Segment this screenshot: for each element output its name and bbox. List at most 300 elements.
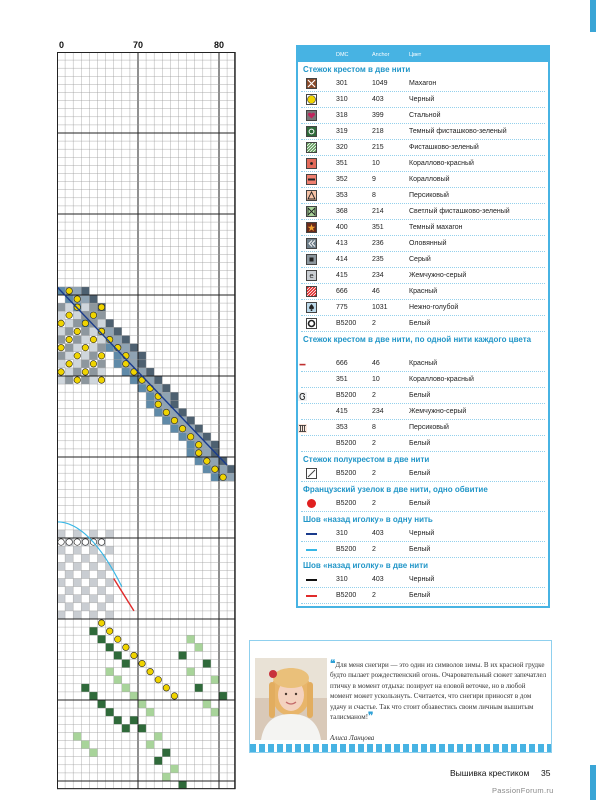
stitch-dot — [204, 458, 210, 464]
stitch-cell — [57, 336, 65, 344]
stitch-cell — [81, 352, 89, 360]
black-line-icon — [306, 579, 317, 581]
stitch-cell — [154, 376, 162, 384]
key-row — [298, 496, 548, 512]
key-anchor: 215 — [372, 144, 384, 151]
yellow-dot-icon — [306, 94, 317, 105]
stitch-dot — [58, 320, 64, 326]
stitch-cell — [98, 562, 106, 570]
stitch-cell — [65, 570, 73, 578]
key-color: Кораллово-красный — [409, 376, 474, 383]
stitch-dot — [163, 685, 169, 691]
stitch-cell — [130, 716, 138, 724]
stitch-cell — [138, 384, 146, 392]
stitch-cell — [81, 336, 89, 344]
stitch-cell — [114, 336, 122, 344]
stitch-cell — [187, 635, 195, 643]
stitch-cell — [57, 530, 65, 538]
stitch-cell — [122, 336, 130, 344]
stitch-cell — [114, 360, 122, 368]
key-section-title: Французский узелок в две нити, одно обвитие — [303, 485, 488, 494]
key-color: Красный — [409, 360, 438, 367]
stitch-cell — [57, 579, 65, 587]
stitch-dot — [147, 668, 153, 674]
key-section-rows — [298, 76, 548, 332]
stitch-cell — [57, 562, 65, 570]
stitch-cell — [98, 530, 106, 538]
stitch-cell — [122, 344, 130, 352]
key-anchor: 10 — [372, 160, 380, 167]
stitch-cell — [89, 611, 97, 619]
key-dmc: 666 — [336, 288, 348, 295]
key-dmc: B5200 — [336, 440, 357, 447]
stitch-cell — [89, 546, 97, 554]
stitch-cell — [57, 546, 65, 554]
stitch-dot — [98, 539, 104, 545]
stitch-cell — [154, 732, 162, 740]
stitch-cell — [211, 708, 219, 716]
stitch-dot — [212, 466, 218, 472]
key-color: Белый — [409, 592, 431, 599]
stripes-icon — [306, 142, 317, 153]
axis-label-80: 80 — [214, 40, 225, 50]
stitch-cell — [98, 587, 106, 595]
color-key-table — [296, 45, 550, 608]
stitch-dot — [98, 620, 104, 626]
stitch-cell — [89, 303, 97, 311]
stitch-cell — [162, 384, 170, 392]
stitch-dot — [131, 652, 137, 658]
key-color: Персиковый — [409, 424, 449, 431]
key-dmc: 301 — [336, 80, 348, 87]
stitch-cell — [73, 530, 81, 538]
stitch-cell — [106, 327, 114, 335]
key-anchor: 399 — [372, 112, 384, 119]
stitch-cell — [211, 457, 219, 465]
key-color: Белый — [409, 546, 431, 553]
stitch-cell — [73, 562, 81, 570]
key-color: Жемчужно-серый — [409, 272, 467, 279]
stitch-dot — [66, 312, 72, 318]
stitch-cell — [106, 643, 114, 651]
stitch-cell — [138, 368, 146, 376]
stitch-dot — [58, 344, 64, 350]
stitch-dot — [171, 417, 177, 423]
stitch-cell — [146, 400, 154, 408]
stitch-cell — [187, 449, 195, 457]
stitch-cell — [106, 611, 114, 619]
stitch-dot — [163, 409, 169, 415]
key-pair — [298, 420, 548, 452]
stitch-cell — [138, 700, 146, 708]
stitch-cell — [73, 311, 81, 319]
key-anchor: 46 — [372, 288, 380, 295]
stitch-cell — [179, 433, 187, 441]
stitch-cell — [89, 319, 97, 327]
key-section-title: Стежок крестом в две нити, по одной нити каждого цвета — [303, 335, 532, 344]
stitch-cell — [73, 570, 81, 578]
stitch-cell — [81, 546, 89, 554]
stitch-cell — [106, 530, 114, 538]
key-row — [298, 404, 548, 420]
stitch-cell — [98, 635, 106, 643]
stitch-dot — [98, 304, 104, 310]
stitch-cell — [65, 595, 73, 603]
square-icon — [306, 254, 317, 265]
stitch-cell — [81, 562, 89, 570]
key-color: Кораллово-красный — [409, 160, 474, 167]
key-header — [298, 47, 548, 62]
stitch-cell — [65, 344, 73, 352]
stitch-cell — [89, 587, 97, 595]
key-anchor: 218 — [372, 128, 384, 135]
stitch-cell — [227, 473, 235, 481]
stitch-cell — [81, 295, 89, 303]
designer-photo — [255, 658, 327, 740]
key-color: Темный махагон — [409, 224, 463, 231]
stitch-cell — [57, 611, 65, 619]
stitch-cell — [195, 684, 203, 692]
stitch-cell — [89, 368, 97, 376]
key-anchor: 1031 — [372, 304, 388, 311]
key-dmc: 352 — [336, 176, 348, 183]
key-color: Светлый фисташково-зеленый — [409, 208, 510, 215]
stitch-cell — [106, 570, 114, 578]
stitch-cell — [81, 360, 89, 368]
key-section-title: Стежок полукрестом в две нити — [303, 455, 430, 464]
key-row — [298, 388, 548, 404]
stitch-cell — [98, 319, 106, 327]
red-line-icon — [306, 595, 317, 597]
stitch-cell — [170, 765, 178, 773]
stitch-cell — [89, 603, 97, 611]
stitch-dot — [90, 312, 96, 318]
stitch-cell — [73, 587, 81, 595]
stitch-cell — [195, 433, 203, 441]
stitch-cell — [106, 587, 114, 595]
stitch-cell — [122, 368, 130, 376]
key-row — [298, 172, 548, 188]
stitch-cell — [57, 570, 65, 578]
stitch-dot — [74, 296, 80, 302]
key-row — [298, 420, 548, 436]
stitch-dot — [98, 353, 104, 359]
key-anchor: 403 — [372, 576, 384, 583]
key-anchor: 2 — [372, 320, 376, 327]
stitch-cell — [57, 603, 65, 611]
stitch-cell — [98, 344, 106, 352]
edge-strip-top — [590, 0, 596, 32]
stitch-cell — [130, 376, 138, 384]
stitch-cell — [65, 603, 73, 611]
stitch-cell — [179, 651, 187, 659]
stitch-dot — [106, 628, 112, 634]
key-row — [298, 466, 548, 482]
stitch-cell — [89, 692, 97, 700]
key-anchor: 403 — [372, 96, 384, 103]
stitch-dot — [66, 539, 72, 545]
stitch-cell — [162, 417, 170, 425]
key-row — [298, 188, 548, 204]
key-color: Белый — [409, 320, 431, 327]
key-anchor: 46 — [372, 360, 380, 367]
stitch-cell — [73, 344, 81, 352]
stitch-cell — [146, 368, 154, 376]
stitch-cell — [57, 327, 65, 335]
key-dmc: 775 — [336, 304, 348, 311]
key-dmc: B5200 — [336, 470, 357, 477]
stitch-cell — [146, 376, 154, 384]
stitch-cell — [81, 603, 89, 611]
key-color: Белый — [409, 500, 431, 507]
stitch-cell — [73, 603, 81, 611]
stitch-dot — [115, 636, 121, 642]
key-dmc: B5200 — [336, 500, 357, 507]
key-dmc: 353 — [336, 192, 348, 199]
key-dmc: 400 — [336, 224, 348, 231]
key-section-title: Шов «назад иголку» в две нити — [303, 561, 429, 570]
stitch-cell — [81, 611, 89, 619]
key-pair — [298, 388, 548, 420]
stitch-dot — [82, 369, 88, 375]
stitch-cell — [65, 530, 73, 538]
stitch-cell — [106, 595, 114, 603]
stitch-cell — [98, 700, 106, 708]
key-dmc: 310 — [336, 530, 348, 537]
key-dmc: 351 — [336, 160, 348, 167]
stitch-cell — [106, 603, 114, 611]
stitch-cell — [73, 360, 81, 368]
stitch-cell — [81, 595, 89, 603]
stitch-cell — [146, 708, 154, 716]
stitch-cell — [73, 368, 81, 376]
stitch-dot — [74, 539, 80, 545]
stitch-cell — [89, 627, 97, 635]
stitch-cell — [179, 781, 187, 789]
key-dmc: 351 — [336, 376, 348, 383]
stitch-dot — [90, 361, 96, 367]
stitch-cell — [187, 441, 195, 449]
key-anchor: 9 — [372, 176, 376, 183]
stitch-dot — [74, 328, 80, 334]
key-color: Красный — [409, 288, 438, 295]
key-color: Черный — [409, 96, 435, 103]
stitch-cell — [81, 570, 89, 578]
stitch-dot — [66, 336, 72, 342]
key-color: Оловянный — [409, 240, 447, 247]
key-dmc: 415 — [336, 272, 348, 279]
spade-icon — [306, 302, 317, 313]
key-row — [298, 526, 548, 542]
stitch-cell — [81, 587, 89, 595]
key-anchor: 2 — [372, 546, 376, 553]
key-dmc: B5200 — [336, 592, 357, 599]
key-anchor: 8 — [372, 192, 376, 199]
stitch-cell — [130, 352, 138, 360]
quote-decor-band — [250, 744, 551, 752]
key-row — [298, 156, 548, 172]
key-color: Нежно-голубой — [409, 304, 459, 311]
key-dmc: 319 — [336, 128, 348, 135]
stitch-cell — [73, 336, 81, 344]
stitch-cell — [203, 660, 211, 668]
stitch-cell — [73, 287, 81, 295]
key-header-dmc: DMC — [336, 51, 349, 58]
stitch-cell — [138, 360, 146, 368]
stitch-cell — [73, 546, 81, 554]
open-quote-icon: ❝ — [330, 659, 336, 670]
stitch-cell — [138, 352, 146, 360]
stitch-cell — [81, 287, 89, 295]
key-row — [298, 542, 548, 558]
stitch-cell — [81, 579, 89, 587]
key-anchor: 214 — [372, 208, 384, 215]
cross-stitch-chart — [57, 52, 242, 792]
key-anchor: 8 — [372, 424, 376, 431]
stitch-cell — [138, 724, 146, 732]
stitch-cell — [122, 660, 130, 668]
stitch-cell — [89, 579, 97, 587]
svg-text:e: e — [309, 272, 314, 280]
key-color: Белый — [409, 470, 431, 477]
key-anchor: 2 — [372, 392, 376, 399]
key-dmc: 415 — [336, 408, 348, 415]
stitch-cell — [187, 425, 195, 433]
stitch-cell — [65, 546, 73, 554]
bar-icon — [306, 174, 317, 185]
stitch-cell — [57, 587, 65, 595]
stitch-dot — [58, 539, 64, 545]
stitch-dot — [74, 377, 80, 383]
key-dmc: B5200 — [336, 320, 357, 327]
key-row — [298, 356, 548, 372]
stitch-cell — [65, 376, 73, 384]
stitch-cell — [106, 546, 114, 554]
edge-strip-bottom — [590, 765, 596, 800]
double-chevron-icon — [306, 238, 317, 249]
stitch-cell — [203, 449, 211, 457]
key-section-title: Стежок крестом в две нити — [303, 65, 411, 74]
stitch-cell — [98, 595, 106, 603]
stitch-dot — [155, 677, 161, 683]
key-color: Фисташково-зеленый — [409, 144, 479, 151]
stitch-dot — [66, 361, 72, 367]
stitch-cell — [57, 352, 65, 360]
stitch-cell — [73, 579, 81, 587]
slash-icon — [306, 468, 317, 479]
stitch-cell — [81, 327, 89, 335]
stitch-cell — [219, 465, 227, 473]
stitch-cell — [211, 676, 219, 684]
stitch-cell — [73, 595, 81, 603]
key-row — [298, 220, 548, 236]
stitch-dot — [187, 434, 193, 440]
stitch-cell — [122, 684, 130, 692]
stitch-cell — [211, 441, 219, 449]
stitch-dot — [171, 693, 177, 699]
stitch-cell — [81, 741, 89, 749]
flower-icon — [306, 126, 317, 137]
quote-text — [330, 660, 548, 722]
key-header-color: Цвет — [409, 51, 422, 58]
stitch-cell — [57, 376, 65, 384]
stitch-dot — [196, 442, 202, 448]
stitch-cell — [89, 352, 97, 360]
stitch-cell — [98, 570, 106, 578]
key-row — [298, 204, 548, 220]
stitch-cell — [73, 732, 81, 740]
key-anchor: 234 — [372, 408, 384, 415]
stitch-cell — [154, 408, 162, 416]
key-color: Черный — [409, 530, 435, 537]
key-dmc: 368 — [336, 208, 348, 215]
stitch-cell — [106, 708, 114, 716]
quote-body: Для меня снегири — это один из символов зимы. В их красной грудке будто пылает рождественский огонь. Очаровательный сюжет запечатлел птичку в момент отдыха: позирует на еловой веточке, но в любой момент может ускользнуть. Считается, что снегири приносят в дом удачу и счастье. Так что стоит обзавестись своим личным вышитым талисманом! — [330, 661, 547, 722]
key-color: Белый — [409, 392, 431, 399]
stitch-dot — [139, 660, 145, 666]
stitch-cell — [89, 344, 97, 352]
stitch-dot — [90, 336, 96, 342]
stitch-cell — [89, 530, 97, 538]
stitch-cell — [114, 651, 122, 659]
stitch-cell — [162, 749, 170, 757]
stitch-dot — [82, 320, 88, 326]
key-row — [298, 316, 548, 332]
watermark: PassionForum.ru — [492, 786, 554, 795]
stitch-cell — [89, 295, 97, 303]
stitch-cell — [65, 368, 73, 376]
key-anchor: 234 — [372, 272, 384, 279]
key-color: Персиковый — [409, 192, 449, 199]
key-anchor: 2 — [372, 500, 376, 507]
key-row — [298, 92, 548, 108]
key-dmc: 413 — [336, 240, 348, 247]
key-row — [298, 284, 548, 300]
key-dmc: 310 — [336, 96, 348, 103]
stitch-cell — [89, 376, 97, 384]
key-dmc: 414 — [336, 256, 348, 263]
stitch-cell — [114, 716, 122, 724]
key-color: Серый — [409, 256, 431, 263]
page-number: 35 — [541, 768, 551, 778]
stitch-cell — [146, 392, 154, 400]
stitch-cell — [65, 303, 73, 311]
stitch-cell — [73, 319, 81, 327]
stitch-cell — [98, 311, 106, 319]
stitch-cell — [65, 611, 73, 619]
hatched-icon — [306, 286, 317, 297]
key-color: Стальной — [409, 112, 441, 119]
stitch-cell — [98, 360, 106, 368]
stitch-cell — [122, 724, 130, 732]
stitch-cell — [203, 700, 211, 708]
stitch-cell — [106, 538, 114, 546]
star-icon — [306, 222, 317, 233]
heart-icon — [306, 110, 317, 121]
key-anchor: 2 — [372, 440, 376, 447]
stitch-cell — [89, 562, 97, 570]
key-dmc: 310 — [336, 576, 348, 583]
key-dmc: B5200 — [336, 392, 357, 399]
stitch-cell — [146, 741, 154, 749]
key-anchor: 2 — [372, 592, 376, 599]
key-row — [298, 140, 548, 156]
stitch-dot — [220, 474, 226, 480]
stitch-dot — [179, 425, 185, 431]
key-color: Черный — [409, 576, 435, 583]
stitch-cell — [57, 303, 65, 311]
ring-icon — [306, 318, 317, 329]
